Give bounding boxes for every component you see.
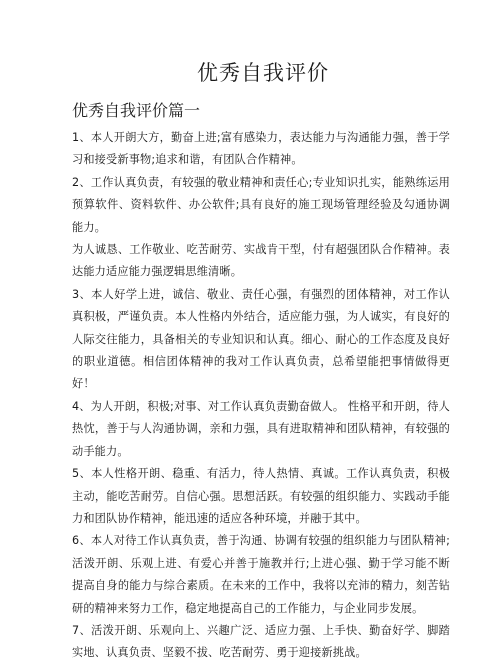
paragraph-6: 5、本人性格开朗、稳重、有活力，待人热情、真诚。工作认真负责，积极主动，能吃苦耐劳。自信心强。思想活跃。有较强的组织能力、实践动手能力和团队协作精神，能迅速的适应各种环境，并融于其中。 [72, 467, 450, 525]
paragraph-3: 为人诚恳、工作敬业、吃苦耐劳、实战肯干型，付有超强团队合作精神。表达能力适应能力强逻辑思维清晰。 [72, 243, 450, 279]
paragraph-1: 1、本人开朗大方，勤奋上进;富有感染力，表达能力与沟通能力强，善于学习和接受新事物;追求和谐，有团队合作精神。 [72, 131, 450, 167]
paragraph-7: 6、本人对待工作认真负责，善于沟通、协调有较强的组织能力与团队精神;活泼开朗、乐观上进、有爱心并善于施教并行;上进心强、勤于学习能不断提高自身的能力与综合素质。在未来的工作中，我将以充沛的精力，刻苦钻研的精神来努力工作，稳定地提高自己的工作能力，与企业同步发展。 [72, 534, 450, 615]
paragraph-5: 4、为人开朗，积极;对事、对工作认真负责勤奋做人。 性格平和开朗，待人热忱，善于与人沟通协调，亲和力强，具有进取精神和团队精神，有较强的动手能力。 [72, 399, 450, 458]
paragraph-2: 2、工作认真负责，有较强的敬业精神和责任心;专业知识扎实，能熟练运用预算软件、资料软件、办公软件;具有良好的施工现场管理经验及勾通协调能力。 [72, 175, 450, 234]
document-title: 优秀自我评价 [197, 61, 329, 85]
paragraph-8: 7、活泼开朗、乐观向上、兴趣广泛、适应力强、上手快、勤奋好学、脚踏实地、认真负责、坚毅不拔、吃苦耐劳、勇于迎接新挑战。 [72, 623, 450, 660]
section-title: 优秀自我评价篇一 [72, 101, 201, 120]
paragraph-4: 3、本人好学上进，诚信、敬业、责任心强，有强烈的团体精神，对工作认真积极，严谨负责。本人性格内外结合，适应能力强，为人诚实，有良好的人际交往能力，具备相关的专业知识和认真。细心、耐心的工作态度及良好的职业道德。相信团体精神的我对工作认真负责，总希望能把事情做得更好！ [72, 287, 450, 391]
